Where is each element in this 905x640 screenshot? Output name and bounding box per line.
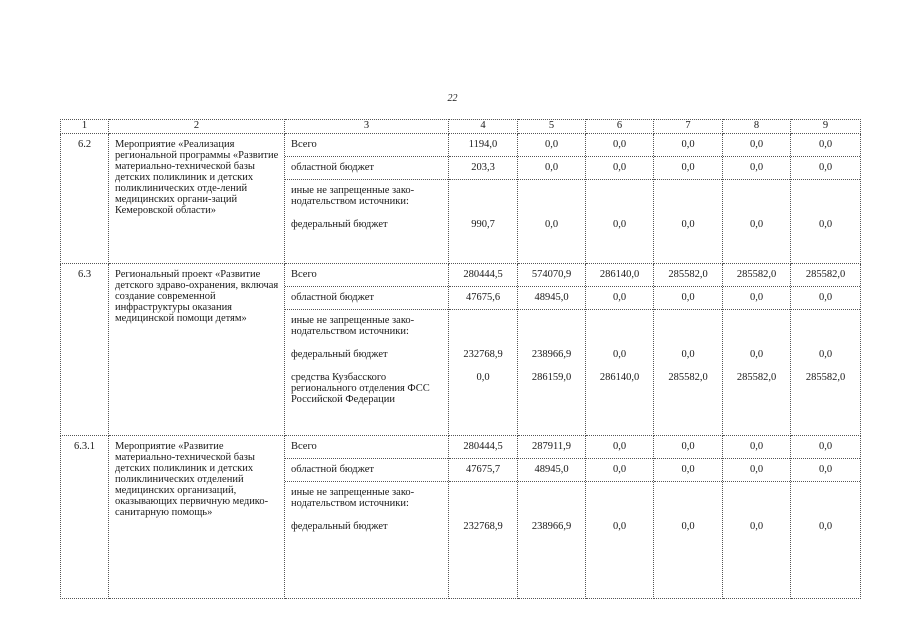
source-label: федеральный бюджет (291, 521, 388, 532)
value: 285582,0 (654, 264, 722, 287)
value: 0,0 (681, 219, 695, 230)
value-cell (723, 436, 791, 599)
value: 280444,5 (449, 436, 517, 459)
value: 238966,9 (531, 349, 572, 360)
value: 48945,0 (518, 287, 585, 310)
source-label: иные не запрещенные зако-нодательством источники: (291, 315, 415, 337)
value-cell (449, 134, 518, 264)
value: 0,0 (723, 157, 790, 180)
value: 0,0 (818, 521, 833, 532)
header-cell: 7 (654, 120, 723, 134)
value: 0,0 (723, 459, 790, 482)
value: 0,0 (791, 287, 860, 310)
value: 0,0 (586, 287, 653, 310)
header-cell: 6 (586, 120, 654, 134)
value: 0,0 (518, 134, 585, 157)
value: 203,3 (449, 157, 517, 180)
value: 0,0 (818, 219, 833, 230)
value: 285582,0 (723, 264, 790, 287)
row-title: Мероприятие «Развитие материально-технической базы детских поликлиник и детских поликлинических отделений медицинских организаций, оказывающих первичную медико-санитарную помощь» (109, 436, 285, 599)
source-label: областной бюджет (285, 157, 448, 180)
value: 0,0 (681, 349, 695, 360)
value-cell (791, 264, 861, 436)
source-label: иные не запрещенные зако-нодательством источники: (291, 185, 415, 207)
value: 990,7 (471, 219, 495, 230)
row-number: 6.2 (61, 134, 109, 264)
value-cell (654, 134, 723, 264)
value: 285582,0 (668, 372, 708, 383)
value: 0,0 (612, 219, 627, 230)
table-row (61, 134, 861, 264)
value: 574070,9 (518, 264, 585, 287)
source-label: Всего (285, 134, 448, 157)
value: 0,0 (612, 349, 627, 360)
value: 285582,0 (791, 264, 860, 287)
value: 286159,0 (531, 372, 572, 383)
value: 0,0 (654, 459, 722, 482)
page-number: 22 (447, 93, 458, 104)
value: 238966,9 (531, 521, 572, 532)
value-cell (586, 264, 654, 436)
header-cell: 9 (791, 120, 861, 134)
value-cell (723, 264, 791, 436)
value: 0,0 (818, 349, 833, 360)
value: 0,0 (723, 436, 790, 459)
source-label: областной бюджет (285, 287, 448, 310)
value-cell (518, 436, 586, 599)
source-label: федеральный бюджет (291, 219, 388, 230)
source-label: федеральный бюджет (291, 349, 388, 360)
value-cell (586, 436, 654, 599)
value: 0,0 (654, 287, 722, 310)
value-cell (586, 134, 654, 264)
value: 285582,0 (736, 372, 777, 383)
source-cell (285, 134, 449, 264)
value: 285582,0 (805, 372, 846, 383)
value-cell (518, 264, 586, 436)
value: 0,0 (544, 219, 559, 230)
value-cell (449, 436, 518, 599)
value-cell (518, 134, 586, 264)
value-cell (654, 436, 723, 599)
source-label: Всего (285, 264, 448, 287)
header-cell: 2 (109, 120, 285, 134)
value: 0,0 (586, 134, 653, 157)
source-cell (285, 264, 449, 436)
value: 0,0 (654, 436, 722, 459)
value: 0,0 (791, 459, 860, 482)
value: 0,0 (723, 134, 790, 157)
header-cell: 5 (518, 120, 586, 134)
value: 0,0 (749, 521, 764, 532)
value: 47675,7 (449, 459, 517, 482)
value: 0,0 (586, 459, 653, 482)
value: 1194,0 (449, 134, 517, 157)
value: 47675,6 (449, 287, 517, 310)
value: 232768,9 (463, 349, 503, 360)
value-cell (791, 134, 861, 264)
value: 0,0 (791, 436, 860, 459)
value: 0,0 (654, 157, 722, 180)
row-title: Региональный проект «Развитие детского здраво-охранения, включая создание современной инфраструктуры оказания медицинской помощи детям» (109, 264, 285, 436)
source-cell (285, 436, 449, 599)
header-cell: 8 (723, 120, 791, 134)
value: 286140,0 (586, 264, 653, 287)
value: 0,0 (749, 219, 764, 230)
value: 280444,5 (449, 264, 517, 287)
source-label: иные не запрещенные зако-нодательством источники: (291, 487, 415, 509)
header-cell: 3 (285, 120, 449, 134)
value: 0,0 (586, 436, 653, 459)
table-row (61, 436, 861, 599)
value: 0,0 (586, 157, 653, 180)
value: 0,0 (612, 521, 627, 532)
value-cell (723, 134, 791, 264)
source-label: средства Кузбасского регионального отделения ФСС Российской Федерации (291, 372, 430, 405)
value-cell (791, 436, 861, 599)
table-row (61, 264, 861, 436)
value: 48945,0 (518, 459, 585, 482)
value: 232768,9 (463, 521, 503, 532)
value: 0,0 (476, 372, 490, 383)
row-number: 6.3 (61, 264, 109, 436)
source-label: областной бюджет (285, 459, 448, 482)
value-cell (654, 264, 723, 436)
row-title: Мероприятие «Реализация региональной программы «Развитие материально-технической базы детских поликлиник и детских поликлинических отде-лений медицинских органи-заций Кемеровской области» (109, 134, 285, 264)
value: 0,0 (791, 134, 860, 157)
value: 0,0 (723, 287, 790, 310)
header-cell: 4 (449, 120, 518, 134)
value: 0,0 (654, 134, 722, 157)
value: 0,0 (791, 157, 860, 180)
value: 286140,0 (599, 372, 640, 383)
value: 0,0 (681, 521, 695, 532)
row-number: 6.3.1 (61, 436, 109, 599)
header-cell: 1 (61, 120, 109, 134)
value: 0,0 (749, 349, 764, 360)
budget-table (60, 119, 861, 599)
value: 287911,9 (518, 436, 585, 459)
value-cell (449, 264, 518, 436)
source-label: Всего (285, 436, 448, 459)
value: 0,0 (518, 157, 585, 180)
header-row (61, 120, 861, 134)
